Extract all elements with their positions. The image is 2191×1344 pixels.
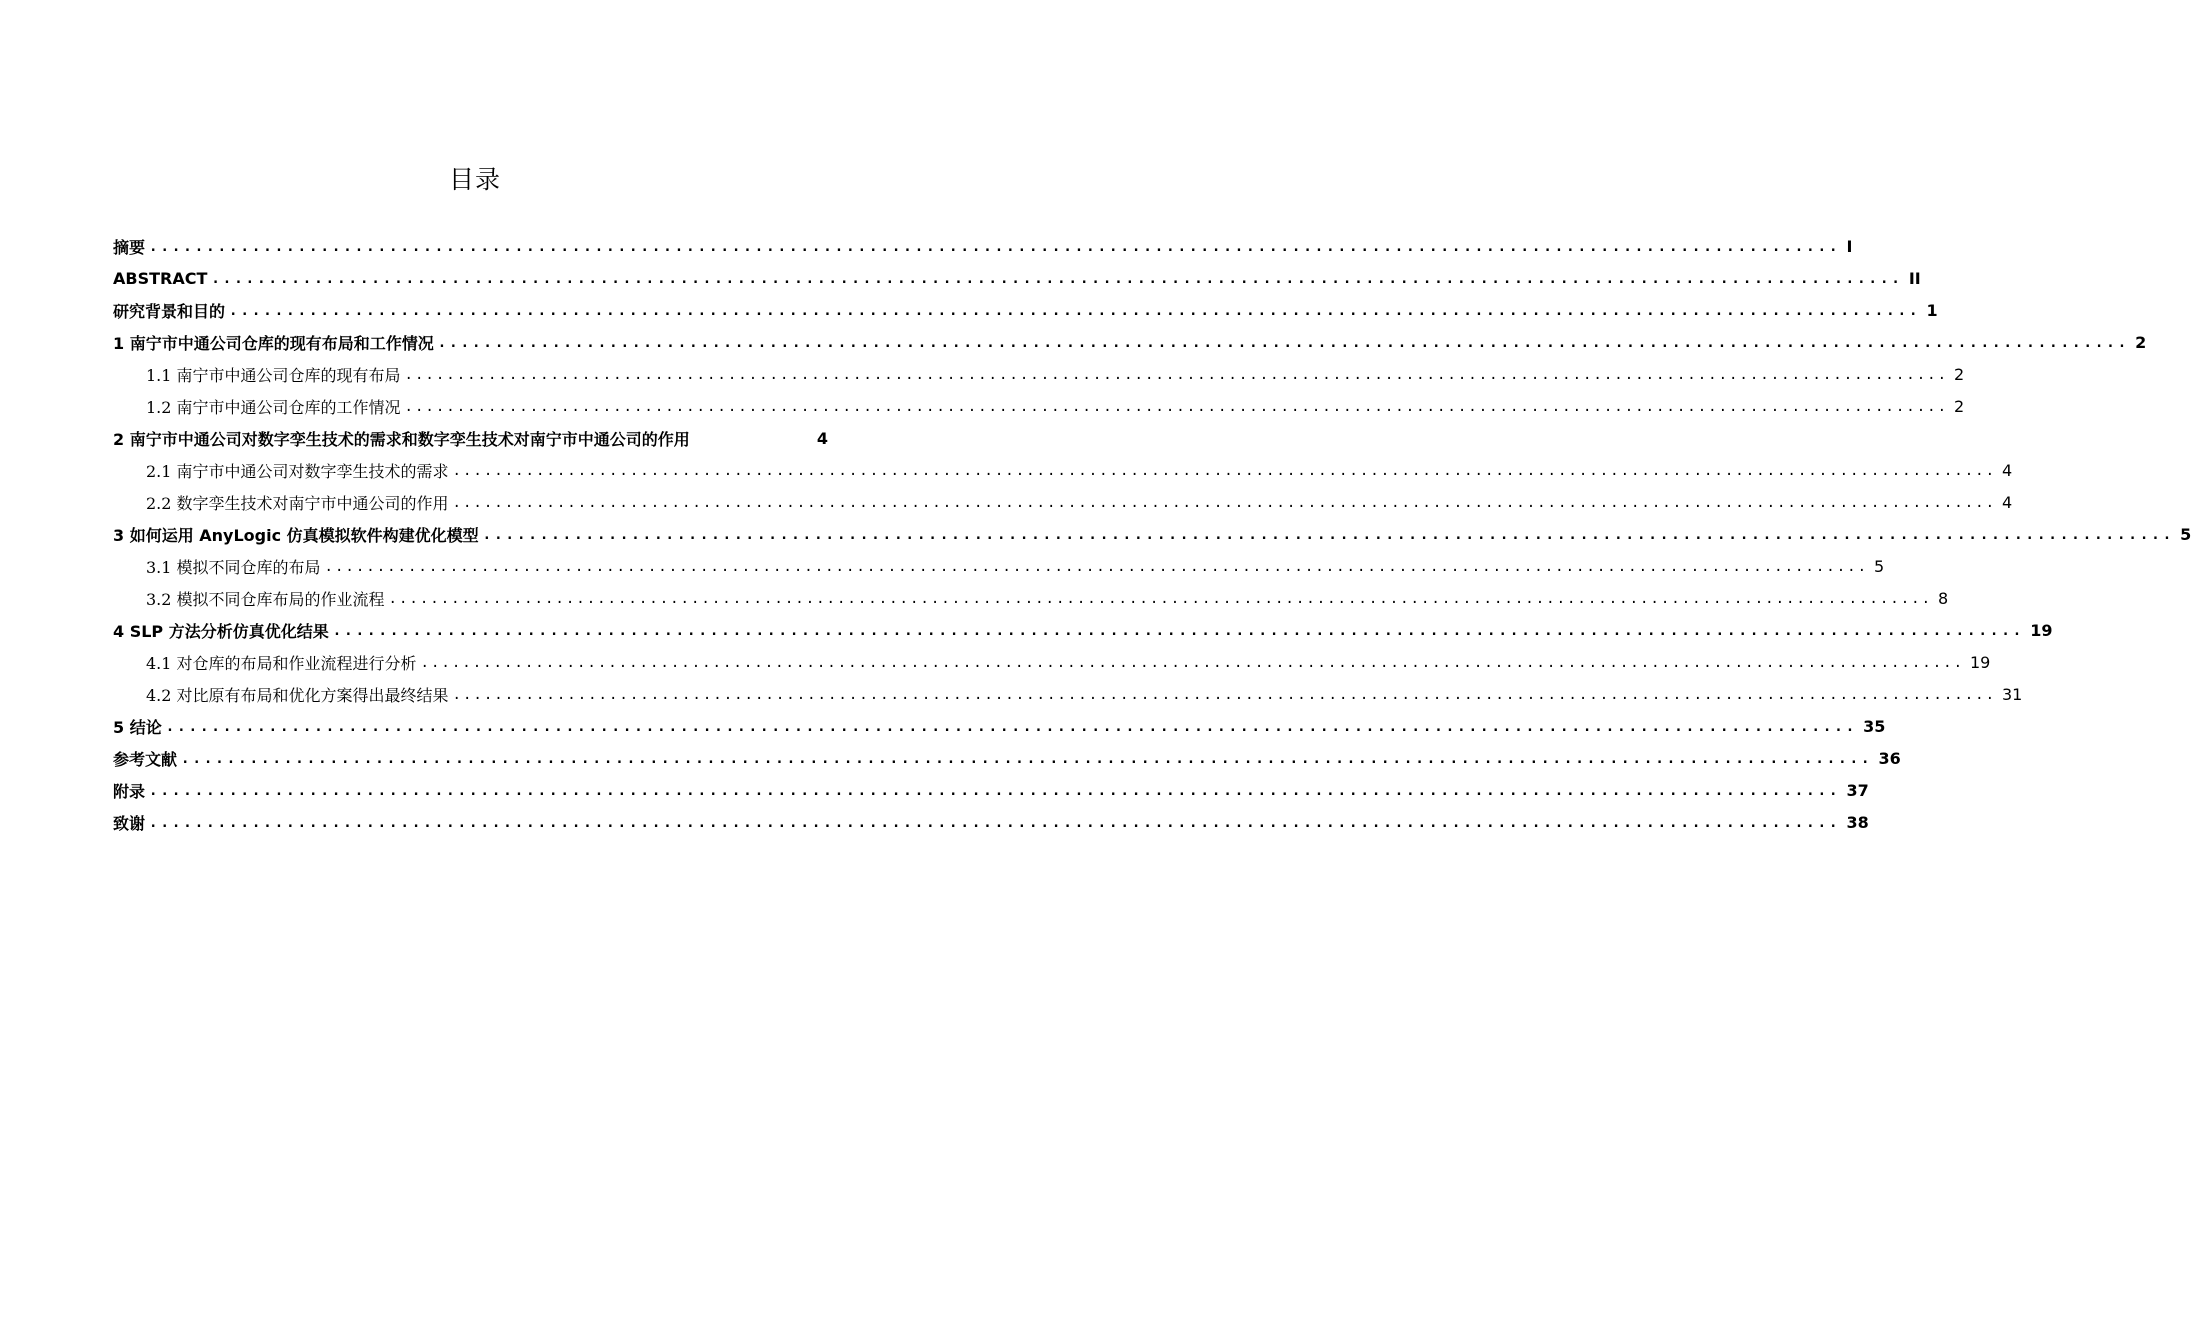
- toc-entry-chapter-4[interactable]: [113, 614, 2053, 646]
- toc-leader-dots: ....................................................................................................................................................: [165, 719, 1858, 735]
- toc-entry-section-4-1[interactable]: [146, 646, 1991, 678]
- toc-leader-dots: ....................................................................................................................................................: [181, 751, 1873, 767]
- toc-page-number: 4: [2002, 460, 2013, 480]
- toc-entry-text: 1 南宁市中通公司仓库的现有布局和工作情况: [113, 333, 434, 353]
- toc-page-number: 2: [2135, 332, 2147, 352]
- toc-entry-text: 1.2 南宁市中通公司仓库的工作情况: [146, 397, 401, 417]
- toc-leader-dots: ....................................................................................................................................................: [332, 623, 2025, 639]
- toc-entry-text: 摘要: [113, 237, 146, 257]
- toc-entry-text: 3.2 模拟不同仓库布局的作业流程: [146, 589, 385, 609]
- toc-entry-chapter-1[interactable]: [113, 326, 2147, 358]
- toc-entry-text: 1.1 南宁市中通公司仓库的现有布局: [146, 365, 401, 385]
- toc-leader-dots: ....................................................................................................................................................: [404, 367, 1948, 383]
- toc-entry-background[interactable]: [113, 294, 1938, 326]
- toc-page-number: 4: [816, 428, 828, 448]
- toc-entry-conclusion[interactable]: [113, 710, 1886, 742]
- toc-page-number: 8: [1938, 588, 1949, 608]
- toc-entry-section-3-2[interactable]: [146, 582, 1949, 614]
- toc-entry-text: 5 结论: [113, 717, 162, 737]
- toc-entry-section-3-1[interactable]: [146, 550, 1885, 582]
- toc-entry-chapter-3[interactable]: [113, 518, 2191, 550]
- toc-entry-text: 研究背景和目的: [113, 301, 226, 321]
- toc-page-number: 4: [2002, 492, 2013, 512]
- toc-entry-appendix[interactable]: [113, 774, 1869, 806]
- toc-entry-chapter-2[interactable]: [113, 422, 828, 454]
- toc-page-number: 38: [1846, 812, 1869, 832]
- toc-entry-acknowledgements[interactable]: [113, 806, 1869, 838]
- toc-entry-abstract-en[interactable]: [113, 262, 1921, 294]
- toc-leader-dots: ....................................................................................................................................................: [149, 815, 1841, 831]
- toc-entry-text: 3 如何运用 AnyLogic 仿真模拟软件构建优化模型: [113, 525, 479, 545]
- toc-leader-dots: ....................................................................................................................................................: [211, 271, 1903, 287]
- toc-page-number: 19: [2030, 620, 2053, 640]
- toc-page-number: 2: [1954, 396, 1965, 416]
- toc-page-number: 31: [2002, 684, 2023, 704]
- toc-leader-dots: ....................................................................................................................................................: [388, 591, 1932, 607]
- toc-entry-text: ABSTRACT: [113, 268, 208, 288]
- toc-leader-dots: ....................................................................................................................................................: [452, 495, 1996, 511]
- toc-page-number: 37: [1846, 780, 1869, 800]
- toc-entry-references[interactable]: [113, 742, 1901, 774]
- toc-entry-section-1-1[interactable]: [146, 358, 1965, 390]
- toc-entry-section-1-2[interactable]: [146, 390, 1965, 422]
- toc-entry-text: 4 SLP 方法分析仿真优化结果: [113, 621, 329, 641]
- toc-entry-section-4-2[interactable]: [146, 678, 2023, 710]
- toc-page-number: II: [1908, 268, 1921, 288]
- toc-page-number: 5: [2180, 524, 2191, 544]
- toc-entry-text: 4.1 对仓库的布局和作业流程进行分析: [146, 653, 417, 673]
- toc-leader-dots: ....................................................................................................................................................: [482, 527, 2175, 543]
- toc-entry-section-2-1[interactable]: [146, 454, 2013, 486]
- toc-leader-dots: ....................................................................................................................................................: [149, 239, 1841, 255]
- toc-leader-dots: ....................................................................................................................................................: [229, 303, 1921, 319]
- toc-entry-text: 2 南宁市中通公司对数字孪生技术的需求和数字孪生技术对南宁市中通公司的作用: [113, 429, 690, 449]
- toc-entry-text: 附录: [113, 781, 146, 801]
- toc-entry-section-2-2[interactable]: [146, 486, 2013, 518]
- toc-entry-text: 3.1 模拟不同仓库的布局: [146, 557, 321, 577]
- toc-leader-dots: ....................................................................................................................................................: [452, 463, 1996, 479]
- toc-leader-dots: ....................................................................................................................................................: [437, 335, 2130, 351]
- toc-leader-dots: ....................................................................................................................................................: [324, 559, 1868, 575]
- toc-leader-dots: ....................................................................................................................................................: [420, 655, 1964, 671]
- toc-entry-text: 4.2 对比原有布局和优化方案得出最终结果: [146, 685, 449, 705]
- toc-leader-dots: ....................................................................................................................................................: [452, 687, 1996, 703]
- toc-page-number: I: [1846, 236, 1853, 256]
- toc-page-number: 2: [1954, 364, 1965, 384]
- toc-page-number: 35: [1863, 716, 1886, 736]
- toc-leader-dots: ....................................................................................................................................................: [149, 783, 1841, 799]
- toc-entry-text: 2.1 南宁市中通公司对数字孪生技术的需求: [146, 461, 449, 481]
- toc-entry-text: 2.2 数字孪生技术对南宁市中通公司的作用: [146, 493, 449, 513]
- toc-entry-text: 参考文献: [113, 749, 178, 769]
- toc-title: 目录: [448, 165, 501, 194]
- toc-page-number: 19: [1970, 652, 1991, 672]
- toc-page-number: 36: [1878, 748, 1901, 768]
- toc-entry-abstract-cn[interactable]: [113, 230, 1853, 262]
- toc-entry-text: 致谢: [113, 813, 146, 833]
- toc-leader-dots: ....................................................................................................................................................: [404, 399, 1948, 415]
- toc-page-number: 5: [1874, 556, 1885, 576]
- toc-page-number: 1: [1926, 300, 1938, 320]
